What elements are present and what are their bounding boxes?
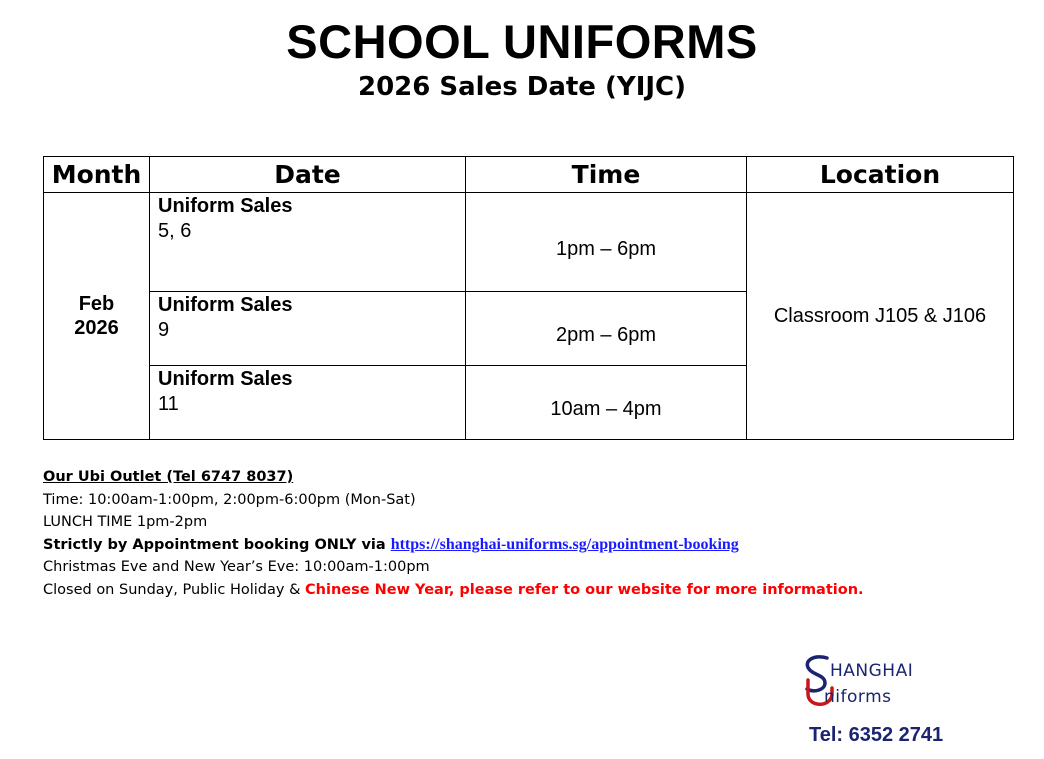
shanghai-uniforms-logo: [800, 652, 955, 714]
closed-line: [43, 579, 864, 602]
table-header-row: [44, 157, 1014, 193]
appointment-line: [43, 534, 864, 557]
date-value: 9: [158, 319, 170, 341]
month-name: Feb: [78, 293, 115, 315]
header-time: Time: [466, 157, 747, 193]
logo-text-line1: HANGHAI: [830, 661, 914, 681]
logo-text-line2: niforms: [824, 687, 892, 707]
month-year: 2026: [74, 317, 119, 339]
header-date: Date: [150, 157, 466, 193]
time-cell: 2pm – 6pm: [466, 292, 747, 366]
date-value: 11: [158, 393, 179, 415]
time-cell: 10am – 4pm: [466, 366, 747, 440]
time-cell: 1pm – 6pm: [466, 193, 747, 292]
header-location: Location: [747, 157, 1014, 193]
closed-notice: Chinese New Year, please refer to our website for more information.: [305, 581, 864, 598]
sales-schedule-table: [43, 156, 1014, 440]
header-month: Month: [44, 157, 150, 193]
date-cell: [150, 292, 466, 366]
lunch-time: LUNCH TIME 1pm-2pm: [43, 514, 208, 531]
appointment-text: Strictly by Appointment booking ONLY via: [43, 536, 391, 553]
closed-text: Closed on Sunday, Public Holiday &: [43, 581, 306, 598]
outlet-hours: Time: 10:00am-1:00pm, 2:00pm-6:00pm (Mon-Sat): [43, 491, 416, 508]
page-subtitle: 2026 Sales Date (YIJC): [357, 72, 687, 102]
date-label: Uniform Sales: [158, 195, 293, 217]
date-cell: [150, 366, 466, 440]
footer-telephone: Tel: 6352 2741: [809, 724, 944, 746]
date-value: 5, 6: [158, 220, 192, 242]
page-title: SCHOOL UNIFORMS: [286, 15, 758, 68]
date-label: Uniform Sales: [158, 368, 293, 390]
date-cell: [150, 193, 466, 292]
outlet-info: [43, 466, 864, 602]
location-cell: Classroom J105 & J106: [747, 193, 1014, 440]
date-label: Uniform Sales: [158, 294, 293, 316]
outlet-heading: Our Ubi Outlet (Tel 6747 8037): [43, 469, 294, 485]
logo-s-mark: [807, 657, 827, 691]
appointment-booking-link[interactable]: https://shanghai-uniforms.sg/appointment-booking: [390, 535, 739, 553]
eve-hours: Christmas Eve and New Year’s Eve: 10:00am-1:00pm: [43, 559, 430, 576]
table-row: [44, 193, 1014, 292]
month-cell: [44, 193, 150, 440]
